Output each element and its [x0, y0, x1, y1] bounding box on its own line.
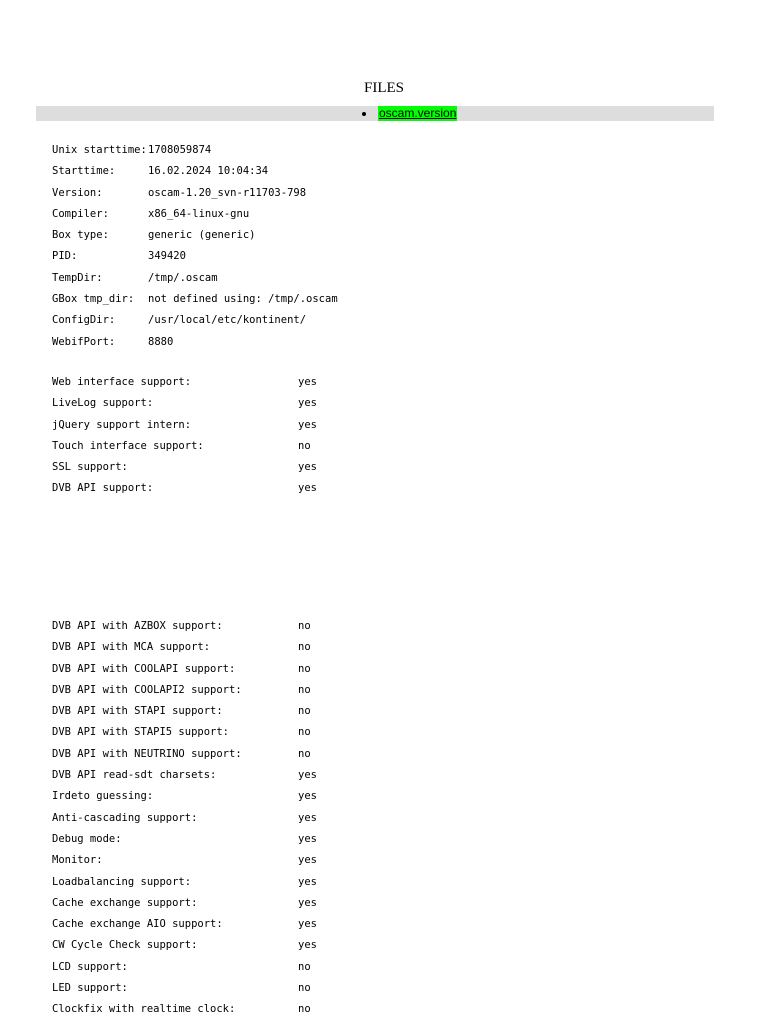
row-label: Monitor:: [52, 854, 103, 867]
row-label: WebifPort:: [52, 335, 116, 348]
row-value: yes: [298, 811, 317, 824]
row-label: LED support:: [52, 982, 128, 995]
row-label: Box type:: [52, 229, 109, 242]
row-value: /usr/local/etc/kontinent/: [148, 314, 307, 327]
row-label: Version:: [52, 186, 103, 199]
row-value: no: [298, 439, 311, 452]
row-value: generic (generic): [148, 229, 256, 242]
row-value: no: [298, 982, 311, 995]
page-title: FILES: [363, 80, 404, 96]
row-value: yes: [298, 397, 317, 410]
row-value: yes: [298, 939, 317, 952]
row-label: PID:: [52, 250, 78, 263]
row-label: DVB API with MCA support:: [52, 641, 211, 654]
row-label: Compiler:: [52, 207, 109, 220]
row-value: oscam-1.20_svn-r11703-798: [148, 186, 307, 199]
row-label: GBox tmp_dir:: [52, 293, 135, 306]
file-link-oscam-version[interactable]: oscam.version: [379, 106, 457, 120]
row-label: Unix starttime:: [52, 144, 147, 156]
row-label: Clockfix with realtime clock:: [52, 1003, 236, 1016]
row-label: DVB API support:: [52, 482, 154, 495]
row-value: no: [298, 726, 311, 739]
row-value: 8880: [148, 335, 174, 348]
row-label: DVB API with COOLAPI support:: [52, 662, 236, 675]
row-label: LiveLog support:: [52, 397, 154, 410]
row-label: Debug mode:: [52, 832, 122, 845]
row-label: DVB API with STAPI support:: [52, 705, 223, 718]
row-value: no: [298, 1003, 311, 1016]
row-label: Irdeto guessing:: [52, 790, 154, 803]
row-value: yes: [298, 896, 317, 909]
row-label: TempDir:: [52, 271, 103, 284]
row-value: no: [298, 641, 311, 654]
row-label: CW Cycle Check support:: [52, 939, 198, 952]
row-value: yes: [298, 918, 317, 931]
row-label: Loadbalancing support:: [52, 875, 192, 888]
row-value: 349420: [148, 250, 186, 263]
row-label: Anti-cascading support:: [52, 811, 198, 824]
bullet-icon: [362, 112, 366, 116]
row-label: Cache exchange support:: [52, 896, 198, 909]
row-label: DVB API with COOLAPI2 support:: [52, 683, 242, 696]
row-value: 1708059874: [148, 144, 212, 156]
row-value: x86_64-linux-gnu: [148, 207, 250, 220]
row-value: /tmp/.oscam: [148, 271, 218, 284]
row-value: yes: [298, 418, 317, 431]
row-label: Web interface support:: [52, 376, 192, 388]
row-label: Cache exchange AIO support:: [52, 918, 223, 931]
row-value: yes: [298, 875, 317, 888]
row-label: DVB API with AZBOX support:: [52, 620, 223, 632]
row-value: no: [298, 620, 311, 632]
row-value: no: [298, 662, 311, 675]
file-list-bar: [36, 106, 714, 121]
row-value: yes: [298, 854, 317, 867]
row-value: 16.02.2024 10:04:34: [148, 165, 269, 178]
row-value: yes: [298, 790, 317, 803]
row-value: no: [298, 705, 311, 718]
row-label: DVB API read-sdt charsets:: [52, 769, 217, 782]
file-list-item: [362, 106, 457, 121]
row-label: DVB API with NEUTRINO support:: [52, 747, 242, 760]
row-value: yes: [298, 482, 317, 495]
row-value: yes: [298, 832, 317, 845]
row-value: not defined using: /tmp/.oscam: [148, 293, 338, 306]
row-label: Starttime:: [52, 165, 116, 178]
row-label: ConfigDir:: [52, 314, 116, 327]
row-value: yes: [298, 769, 317, 782]
row-value: yes: [298, 461, 317, 474]
row-label: LCD support:: [52, 960, 128, 973]
row-label: jQuery support intern:: [52, 418, 192, 431]
row-value: no: [298, 747, 311, 760]
row-label: DVB API with STAPI5 support:: [52, 726, 230, 739]
row-value: no: [298, 960, 311, 973]
row-label: Touch interface support:: [52, 439, 204, 452]
row-value: no: [298, 683, 311, 696]
row-label: SSL support:: [52, 461, 128, 474]
row-value: yes: [298, 376, 317, 388]
